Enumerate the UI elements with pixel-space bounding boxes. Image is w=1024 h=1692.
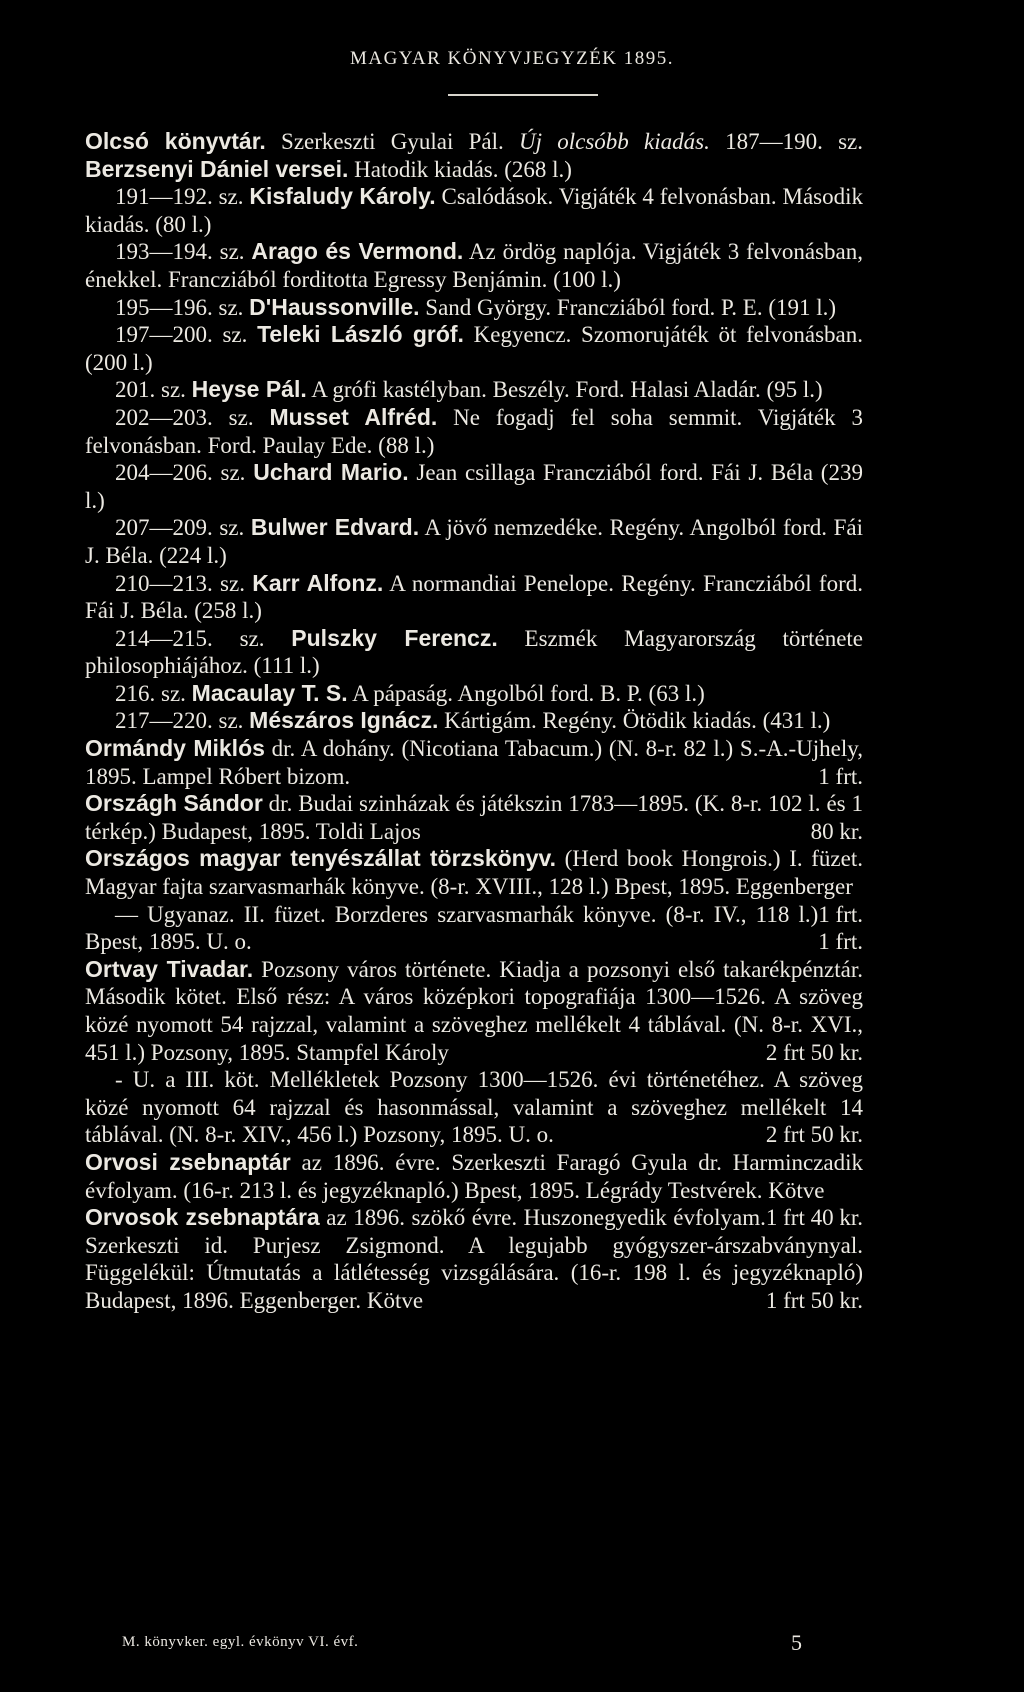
entry-text: A grófi kastélyban. Beszély. Ford. Halasi Aladár. (95 l.): [306, 377, 823, 403]
catalog-entry: [85, 128, 863, 183]
entry-text: - U. a III. köt. Mellékletek Pozsony 1300—1526. évi történetéhez. A szöveg közé nyomott 64 rajzzal és hasonmással, valamint a szöveghez mellékelt 14 táblával. (N. 8-r. XIV., 456 l.) Pozsony, 1895. U. o.: [85, 1067, 863, 1148]
entry-price: 80 kr.: [810, 818, 863, 844]
header-rule: [448, 94, 598, 96]
sub-entry: [85, 707, 863, 735]
entry-text: Csalódások. Vigjáték 4 felvonásban. Második kiadás. (80 l.): [85, 184, 863, 237]
entry-text: Új olcsóbb kiadás.: [519, 129, 710, 154]
entry-price: 2 frt 50 kr.: [765, 1039, 863, 1065]
sub-entry: [85, 1066, 863, 1149]
entry-author: Orvosok zsebnaptára: [85, 1204, 320, 1231]
sub-entry: [85, 570, 863, 625]
entry-subauthor: Kisfaludy Károly.: [249, 183, 436, 210]
entry-text: Kártigám. Regény. Ötödik kiadás. (431 l.): [438, 708, 831, 734]
entry-subauthor: Heyse Pál.: [191, 376, 307, 403]
entry-subauthor: Mészáros Ignácz.: [249, 707, 439, 734]
sub-entry: [85, 404, 863, 459]
entry-text: Ne fogadj fel soha semmit. Vigjáték 3 felvonásban. Ford. Paulay Ede. (88 l.): [85, 404, 863, 458]
entry-price: 1 frt.: [818, 929, 863, 955]
entry-text: Sand György. Francziából ford. P. E. (191 l.): [419, 294, 837, 320]
entry-text: (Herd book Hongrois.) I. füzet. Magyar fajta szarvasmarhák könyve. (8-r. XVIII., 128 l.) Bpest, 1895. Eggenberger: [85, 846, 863, 900]
catalog-entry: [85, 956, 863, 1066]
entry-text: Az ördög naplója. Vigjáték 3 felvonásban, énekkel. Francziából forditotta Egressy Benjámin. (100 l.): [85, 239, 863, 292]
entry-text: az 1896. szökő évre. Huszonegyedik évfolyam. Szerkeszti id. Purjesz Zsigmond. A legujabb gyógyszer-árszabványnyal. Függelékül: Útmutatás a látlétesség vizsgálására. (16-r. 198 l. és jegyzéknapló) Budapest, 1896. Eggenberger. Kötve: [85, 1205, 863, 1313]
entry-subauthor: Bulwer Edvard.: [250, 514, 420, 541]
page-footer: [122, 1630, 802, 1655]
entry-text: 195—196. sz.: [115, 294, 250, 320]
entry-text: A normandiai Penelope. Regény. Francziából ford. Fái J. Béla. (258 l.): [85, 570, 863, 624]
entry-text: A jövő nemzedéke. Regény. Angolból ford. Fái J. Béla. (224 l.): [85, 515, 863, 568]
entry-subauthor: Berzsenyi Dániel versei.: [85, 155, 349, 182]
entry-text: dr. A dohány. (Nicotiana Tabacum.) (N. 8-r. 82 l.) S.-A.-Ujhely, 1895. Lampel Róbert bizom.: [85, 736, 863, 789]
sub-entry: [85, 901, 863, 956]
sub-entry: [85, 183, 863, 238]
entry-price: 2 frt 50 kr.: [765, 1122, 863, 1148]
entry-text: Hatodik kiadás. (268 l.): [348, 156, 572, 182]
entry-price: 1 frt.: [818, 763, 863, 789]
sub-entry: [85, 680, 863, 708]
entry-text: 193—194. sz.: [115, 239, 252, 265]
page-number: 5: [791, 1630, 802, 1655]
sub-entry: [85, 294, 863, 322]
catalog-entry: [85, 790, 863, 845]
entry-author: Országh Sándor: [85, 790, 263, 817]
entry-subauthor: Uchard Mario.: [253, 459, 409, 486]
bibliography-list: [85, 128, 863, 1315]
entry-subauthor: Teleki László gróf.: [257, 321, 464, 348]
footer-imprint: M. könyvker. egyl. évkönyv VI. évf.: [122, 1634, 359, 1650]
entry-author: Olcsó könyvtár.: [85, 128, 266, 154]
entry-author: Ortvay Tivadar.: [85, 955, 254, 982]
catalog-entry: [85, 735, 863, 790]
entry-text: 201. sz.: [115, 377, 192, 403]
sub-entry: [85, 625, 863, 680]
entry-price: 1 frt 50 kr.: [765, 1287, 863, 1313]
entry-author: Orvosi zsebnaptár: [85, 1148, 291, 1175]
catalog-entry: [85, 1204, 863, 1314]
sub-entry: [85, 376, 863, 404]
entry-text: Pozsony város története. Kiadja a pozsonyi első takarékpénztár. Második kötet. Első rész: A város középkori topografiája 1300—1526. A szöveg közé nyomott 54 rajzzal, valamint a szöveghez mellékelt 4 táblával. (N. 8-r. XVI., 451 l.) Pozsony, 1895. Stampfel Károly: [85, 956, 863, 1065]
entry-price: 1 frt 40 kr.: [765, 1205, 863, 1231]
running-title: MAGYAR KÖNYVJEGYZÉK 1895.: [349, 48, 675, 69]
entry-text: 197—200. sz.: [115, 322, 258, 348]
sub-entry: [85, 321, 863, 376]
entry-subauthor: Pulszky Ferencz.: [291, 624, 498, 651]
entry-text: Szerkeszti Gyulai Pál.: [265, 129, 520, 154]
entry-subauthor: Arago és Vermond.: [251, 238, 464, 265]
entry-text: 216. sz.: [115, 680, 192, 706]
entry-text: 202—203. sz.: [115, 404, 270, 430]
entry-subauthor: Macaulay T. S.: [191, 679, 348, 706]
entry-text: 217—220. sz.: [115, 708, 250, 734]
entry-author: Ormándy Miklós: [85, 735, 265, 762]
entry-text: 187—190. sz.: [709, 129, 863, 154]
entry-subauthor: D'Haussonville.: [249, 293, 420, 320]
entry-text: dr. Budai szinházak és játékszin 1783—1895. (K. 8-r. 102 l. és 1 térkép.) Budapest, 1895. Toldi Lajos: [85, 791, 863, 844]
entry-subauthor: Musset Alfréd.: [269, 403, 438, 430]
entry-text: Eszmék Magyarország története philosophiájához. (111 l.): [85, 625, 863, 679]
entry-text: 207—209. sz.: [115, 515, 251, 541]
sub-entry: [85, 459, 863, 514]
entry-author: Országos magyar tenyészállat törzskönyv.: [85, 845, 556, 872]
entry-price: 1 frt.: [818, 901, 863, 927]
entry-text: 210—213. sz.: [115, 570, 253, 596]
entry-text: az 1896. évre. Szerkeszti Faragó Gyula dr. Harminczadik évfolyam. (16-r. 213 l. és jegyzéknapló.) Bpest, 1895. Légrády Testvérek. Kötve: [85, 1149, 863, 1203]
sub-entry: [85, 238, 863, 293]
sub-entry: [85, 514, 863, 569]
entry-subauthor: Karr Alfonz.: [252, 569, 384, 596]
entry-text: 214—215. sz.: [115, 625, 292, 651]
entry-text: Jean csillaga Francziából ford. Fái J. Béla (239 l.): [85, 460, 863, 513]
entry-text: — Ugyanaz. II. füzet. Borzderes szarvasmarhák könyve. (8-r. IV., 118 l.) Bpest, 1895. U. o.: [85, 901, 819, 955]
entry-text: 191—192. sz.: [115, 184, 250, 210]
entry-text: 204—206. sz.: [115, 460, 254, 486]
entry-text: A pápaság. Angolból ford. B. P. (63 l.): [347, 680, 705, 706]
entry-text: Kegyencz. Szomorujáték öt felvonásban. (200 l.): [85, 322, 863, 375]
catalog-entry: [85, 845, 863, 927]
